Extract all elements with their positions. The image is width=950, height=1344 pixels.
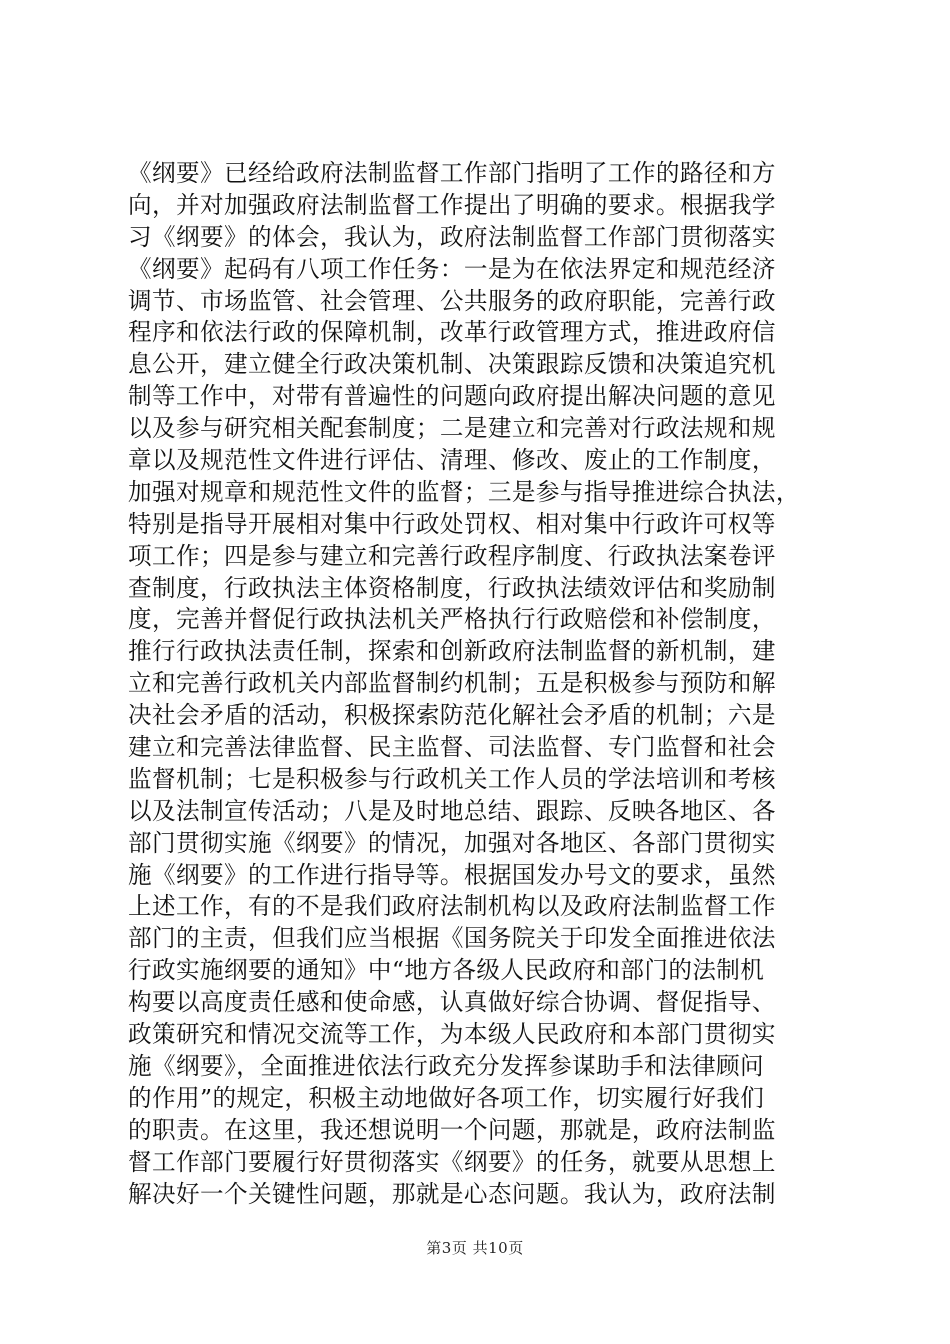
text-line: 政策研究和情况交流等工作，为本级人民政府和本部门贯彻实 bbox=[128, 1020, 776, 1049]
text-line: 查制度，行政执法主体资格制度，行政执法绩效评估和奖励制 bbox=[128, 573, 776, 602]
text-line: 以及参与研究相关配套制度；二是建立和完善对行政法规和规 bbox=[128, 414, 776, 443]
text-line: 施《纲要》，全面推进依法行政充分发挥参谋助手和法律顾问 bbox=[128, 1051, 765, 1080]
text-line: 推行行政执法责任制，探索和创新政府法制监督的新机制，建 bbox=[128, 637, 776, 666]
text-line: 的职责。在这里，我还想说明一个问题，那就是，政府法制监 bbox=[128, 1115, 776, 1144]
text-line: 建立和完善法律监督、民主监督、司法监督、专门监督和社会 bbox=[128, 733, 776, 762]
page-number-footer: 第3页 共10页 bbox=[426, 1239, 524, 1257]
text-line: 的作用”的规定，积极主动地做好各项工作，切实履行好我们 bbox=[128, 1083, 765, 1112]
text-line: 《纲要》已经给政府法制监督工作部门指明了工作的路径和方 bbox=[128, 159, 776, 187]
text-line: 部门的主责，但我们应当根据《国务院关于印发全面推进依法 bbox=[128, 924, 776, 953]
text-line: 部门贯彻实施《纲要》的情况，加强对各地区、各部门贯彻实 bbox=[128, 828, 776, 857]
text-line: 施《纲要》的工作进行指导等。根据国发办号文的要求，虽然 bbox=[128, 860, 776, 889]
text-line: 章以及规范性文件进行评估、清理、修改、废止的工作制度， bbox=[128, 446, 776, 475]
text-line: 决社会矛盾的活动，积极探索防范化解社会矛盾的机制；六是 bbox=[128, 701, 776, 730]
text-line: 立和完善行政机关内部监督制约机制；五是积极参与预防和解 bbox=[128, 669, 776, 698]
text-line: 上述工作，有的不是我们政府法制机构以及政府法制监督工作 bbox=[128, 892, 776, 921]
text-line: 《纲要》起码有八项工作任务：一是为在依法界定和规范经济 bbox=[128, 254, 776, 283]
text-line: 息公开，建立健全行政决策机制、决策跟踪反馈和决策追究机 bbox=[128, 350, 776, 379]
text-line: 调节、市场监管、社会管理、公共服务的政府职能，完善行政 bbox=[128, 286, 776, 315]
text-line: 督工作部门要履行好贯彻落实《纲要》的任务，就要从思想上 bbox=[128, 1147, 776, 1176]
text-line: 行政实施纲要的通知》中“地方各级人民政府和部门的法制机 bbox=[128, 956, 765, 985]
text-line: 程序和依法行政的保障机制，改革行政管理方式，推进政府信 bbox=[128, 318, 776, 347]
text-line: 向，并对加强政府法制监督工作提出了明确的要求。根据我学 bbox=[128, 190, 776, 219]
text-line: 监督机制；七是积极参与行政机关工作人员的学法培训和考核 bbox=[128, 764, 776, 793]
text-line: 构要以高度责任感和使命感，认真做好综合协调、督促指导、 bbox=[128, 988, 776, 1017]
body-paragraph bbox=[128, 158, 828, 1210]
text-line: 解决好一个关键性问题，那就是心态问题。我认为，政府法制 bbox=[128, 1179, 776, 1208]
text-line: 项工作；四是参与建立和完善行政程序制度、行政执法案卷评 bbox=[128, 541, 776, 570]
text-line: 加强对规章和规范性文件的监督；三是参与指导推进综合执法， bbox=[128, 477, 800, 506]
text-line: 习《纲要》的体会，我认为，政府法制监督工作部门贯彻落实 bbox=[128, 222, 776, 251]
text-line: 度，完善并督促行政执法机关严格执行行政赔偿和补偿制度， bbox=[128, 605, 776, 634]
text-line: 制等工作中，对带有普遍性的问题向政府提出解决问题的意见 bbox=[128, 382, 776, 411]
text-line: 以及法制宣传活动；八是及时地总结、跟踪、反映各地区、各 bbox=[128, 796, 776, 825]
text-line: 特别是指导开展相对集中行政处罚权、相对集中行政许可权等 bbox=[128, 509, 776, 538]
